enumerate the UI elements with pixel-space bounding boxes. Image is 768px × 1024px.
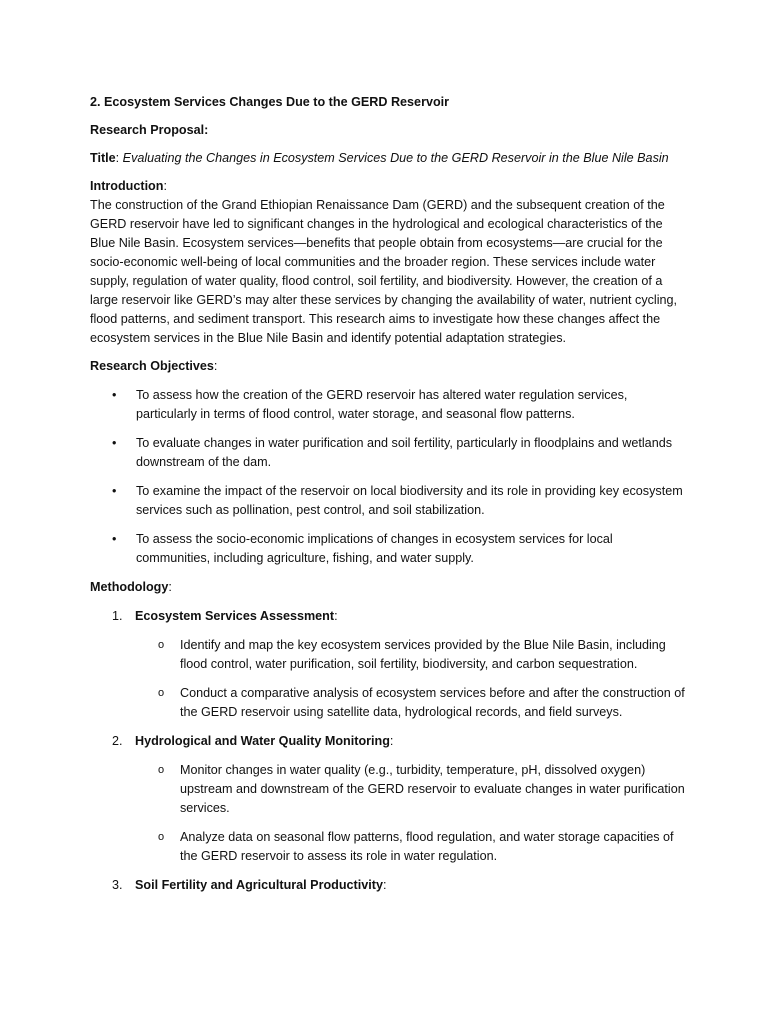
bullet-icon: • bbox=[112, 436, 117, 450]
objective-text: To examine the impact of the reservoir on local biodiversity and its role in providing key ecosystem services such as pollination, pest control, and soil stabilization. bbox=[136, 484, 683, 517]
step-sub-item bbox=[135, 828, 690, 866]
step-sub-item bbox=[135, 761, 690, 818]
objective-item bbox=[90, 530, 690, 568]
document-page bbox=[90, 93, 690, 905]
bullet-icon: • bbox=[112, 484, 117, 498]
introduction-text: The construction of the Grand Ethiopian Renaissance Dam (GERD) and the subsequent creation of the GERD reservoir have led to significant changes in the hydrological and ecological characteristics of the Blue Nile Basin. Ecosystem services—benefits that people obtain from ecosystems—are crucial for the socio-economic well-being of local communities and the broader region. These services include water supply, regulation of water quality, flood control, soil fertility, and biodiversity. However, the creation of a large reservoir like GERD’s may alter these services by changing the availability of water, nutrient cycling, flood patterns, and sediment transport. This research aims to investigate how these changes affect the ecosystem services in the Blue Nile Basin and identify potential adaptation strategies. bbox=[90, 198, 678, 345]
objectives-colon: : bbox=[213, 359, 218, 373]
step-sub-text: Identify and map the key ecosystem services provided by the Blue Nile Basin, including flood control, water purification, soil fertility, biodiversity, and carbon sequestration. bbox=[180, 638, 666, 671]
step-heading bbox=[135, 734, 393, 748]
methodology-step bbox=[90, 607, 690, 722]
objectives-label: Research Objectives bbox=[90, 359, 214, 373]
methodology-label: Methodology bbox=[90, 580, 169, 594]
objective-text: To evaluate changes in water purification and soil fertility, particularly in floodplains and wetlands downstream of the dam. bbox=[136, 436, 672, 469]
bullet-icon: • bbox=[112, 532, 117, 546]
step-sub-item bbox=[135, 636, 690, 674]
objectives-list bbox=[90, 386, 690, 568]
step-colon: : bbox=[382, 878, 387, 892]
bullet-icon: • bbox=[112, 388, 117, 402]
step-colon: : bbox=[334, 609, 338, 623]
step-sub-list bbox=[135, 636, 690, 722]
step-number: 2. bbox=[112, 734, 123, 748]
proposal-title bbox=[90, 149, 690, 168]
methodology-step bbox=[90, 732, 690, 866]
objective-text: To assess the socio-economic implications of changes in ecosystem services for local communities, including agriculture, fishing, and water supply. bbox=[136, 532, 613, 565]
title-label: Title bbox=[90, 151, 116, 165]
step-sub-item bbox=[135, 684, 690, 722]
step-title: Hydrological and Water Quality Monitoring bbox=[135, 734, 390, 748]
step-sub-list bbox=[135, 761, 690, 866]
circle-bullet-icon: o bbox=[158, 831, 165, 843]
step-title: Soil Fertility and Agricultural Productivity bbox=[135, 878, 383, 892]
objective-item bbox=[90, 434, 690, 472]
step-title: Ecosystem Services Assessment bbox=[135, 609, 335, 623]
step-number: 1. bbox=[112, 609, 123, 623]
step-sub-text: Conduct a comparative analysis of ecosystem services before and after the construction of the GERD reservoir using satellite data, hydrological records, and field surveys. bbox=[180, 686, 685, 719]
step-heading bbox=[135, 878, 386, 892]
introduction-label: Introduction bbox=[90, 179, 164, 193]
objectives-heading bbox=[90, 357, 690, 376]
objective-text: To assess how the creation of the GERD reservoir has altered water regulation services, particularly in terms of flood control, water storage, and seasonal flow patterns. bbox=[136, 388, 628, 421]
methodology-step bbox=[90, 876, 690, 895]
methodology-steps bbox=[90, 607, 690, 895]
circle-bullet-icon: o bbox=[158, 687, 165, 699]
objective-item bbox=[90, 386, 690, 424]
section-heading: 2. Ecosystem Services Changes Due to the GERD Reservoir bbox=[90, 95, 450, 109]
circle-bullet-icon: o bbox=[158, 764, 165, 776]
methodology-heading bbox=[90, 578, 690, 597]
step-sub-text: Monitor changes in water quality (e.g., turbidity, temperature, pH, dissolved oxygen) upstream and downstream of the GERD reservoir to evaluate changes in water purification services. bbox=[180, 763, 685, 815]
introduction-colon: : bbox=[163, 179, 167, 193]
step-number: 3. bbox=[112, 878, 123, 892]
step-colon: : bbox=[389, 734, 394, 748]
title-separator: : bbox=[115, 151, 123, 165]
introduction-heading bbox=[90, 177, 690, 196]
step-heading bbox=[135, 609, 338, 623]
proposal-label: Research Proposal: bbox=[90, 123, 209, 137]
circle-bullet-icon: o bbox=[158, 639, 165, 651]
step-sub-text: Analyze data on seasonal flow patterns, flood regulation, and water storage capacities of the GERD reservoir to assess its role in water regulation. bbox=[180, 830, 674, 863]
methodology-colon: : bbox=[168, 580, 172, 594]
objective-item bbox=[90, 482, 690, 520]
title-text: Evaluating the Changes in Ecosystem Services Due to the GERD Reservoir in the Blue Nile Basin bbox=[122, 151, 669, 165]
